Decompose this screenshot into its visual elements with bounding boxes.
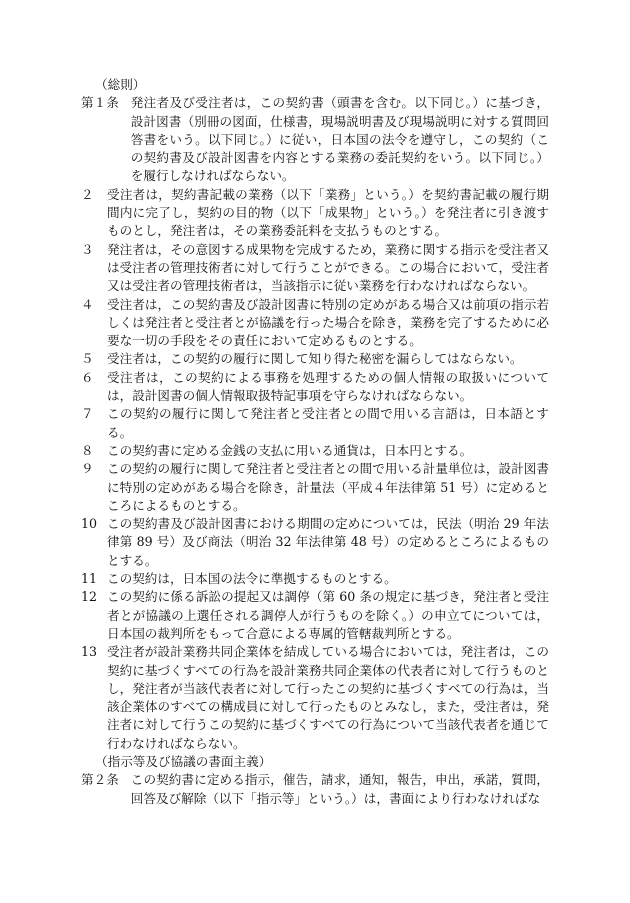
section-heading-general: （総則）: [95, 77, 146, 92]
article-2-label: 第２条: [81, 772, 119, 788]
paragraph-number: ６: [81, 369, 94, 385]
paragraph-text: この契約の履行に関して発注者と受注者との間で用いる計量単位は，設計図書に特別の定めがある場合を除き，計量法（平成４年法律第 51 号）に定めるところによるものとする。: [107, 461, 549, 513]
list-item: [81, 405, 549, 442]
list-item: [81, 186, 549, 241]
paragraph-number: ９: [81, 461, 94, 477]
list-item: [81, 296, 549, 351]
paragraph-number: ７: [81, 406, 94, 422]
article-2: [81, 771, 549, 808]
paragraph-text: この契約書及び設計図書における期間の定めについては，民法（明治 29 年法律第 89 号）及び商法（明治 32 年法律第 48 号）の定めるところによるものとする。: [107, 516, 549, 568]
list-item: [81, 241, 549, 296]
article-2-text: この契約書に定める指示，催告，請求，通知，報告，申出，承諾，質問，回答及び解除（以下「指示等」という。）は，書面により行わなければな: [130, 772, 549, 806]
paragraph-text: この契約は，日本国の法令に準拠するものとする。: [107, 571, 397, 587]
paragraph-text: 受注者は，この契約の履行に関して知り得た秘密を漏らしてはならない。: [107, 351, 523, 367]
list-item: [81, 460, 549, 515]
paragraph-number: 10: [81, 516, 98, 532]
article-1-text: 発注者及び受注者は，この契約書（頭書を含む。以下同じ。）に基づき，設計図書（別冊の図面，仕様書，現場説明書及び現場説明に対する質問回答書をいう。以下同じ。）に従い，日本国の法令を遵守し，この契約（この契約書及び設計図書を内容とする業務の委託契約をいう。以下同じ。）を履行しなければならない。: [130, 95, 549, 184]
list-item: [81, 570, 549, 588]
paragraph-text: 受注者は，契約書記載の業務（以下「業務」という。）を契約書記載の履行期間内に完了し，契約の目的物（以下「成果物」という。）を発注者に引き渡すものとし，発注者は，その業務委託料を支払うものとする。: [107, 186, 549, 239]
paragraph-number: ２: [81, 186, 94, 202]
article-1-label: 第１条: [81, 95, 119, 111]
paragraph-text: この契約の履行に関して発注者と受注者との間で用いる言語は，日本語とする。: [107, 406, 549, 440]
paragraph-number: 13: [81, 644, 98, 660]
list-item: [81, 643, 549, 753]
document-body: [81, 76, 549, 808]
paragraph-number: ８: [81, 442, 94, 458]
article-1: [81, 94, 549, 185]
paragraph-number: ５: [81, 351, 94, 367]
paragraph-text: この契約書に定める金銭の支払に用いる通貨は，日本円とする。: [107, 442, 473, 458]
list-item: [81, 442, 549, 460]
paragraph-number: 11: [81, 571, 98, 587]
list-item: [81, 515, 549, 570]
paragraph-text: 受注者は，この契約書及び設計図書に特別の定めがある場合又は前項の指示若しくは発注者と受注者とが協議を行った場合を除き，業務を完了するために必要な一切の手段をその責任において定めるものとする。: [107, 296, 549, 349]
section-heading-written-instructions: （指示等及び協議の書面主義）: [95, 753, 272, 769]
paragraph-text: 発注者は，その意図する成果物を完成するため，業務に関する指示を受注者又は受注者の管理技術者に対して行うことができる。この場合において，受注者又は受注者の管理技術者は，当該指示に従い業務を行わなければならない。: [107, 241, 549, 294]
paragraph-text: この契約に係る訴訟の提起又は調停（第 60 条の規定に基づき，発注者と受注者とが協議の上選任される調停人が行うものを除く。）の申立てについては，日本国の裁判所をもって合意による専属的管轄裁判所とする。: [107, 589, 549, 641]
paragraph-list: [81, 186, 549, 753]
paragraph-number: ４: [81, 296, 94, 312]
list-item: [81, 588, 549, 643]
paragraph-number: ３: [81, 241, 94, 257]
list-item: [81, 350, 549, 368]
paragraph-text: 受注者は，この契約による事務を処理するための個人情報の取扱いについては，設計図書の個人情報取扱特記事項を守らなければならない。: [107, 369, 549, 404]
paragraph-number: 12: [81, 589, 98, 605]
list-item: [81, 369, 549, 406]
paragraph-text: 受注者が設計業務共同企業体を結成している場合においては，発注者は，この契約に基づくすべての行為を設計業務共同企業体の代表者に対して行うものとし，発注者が当該代表者に対して行ったこの契約に基づくすべての行為は，当該企業体のすべての構成員に対して行ったものとみなし，また，受注者は，発注者に対して行うこの契約に基づくすべての行為について当該代表者を通じて行わなければならない。: [107, 644, 549, 751]
